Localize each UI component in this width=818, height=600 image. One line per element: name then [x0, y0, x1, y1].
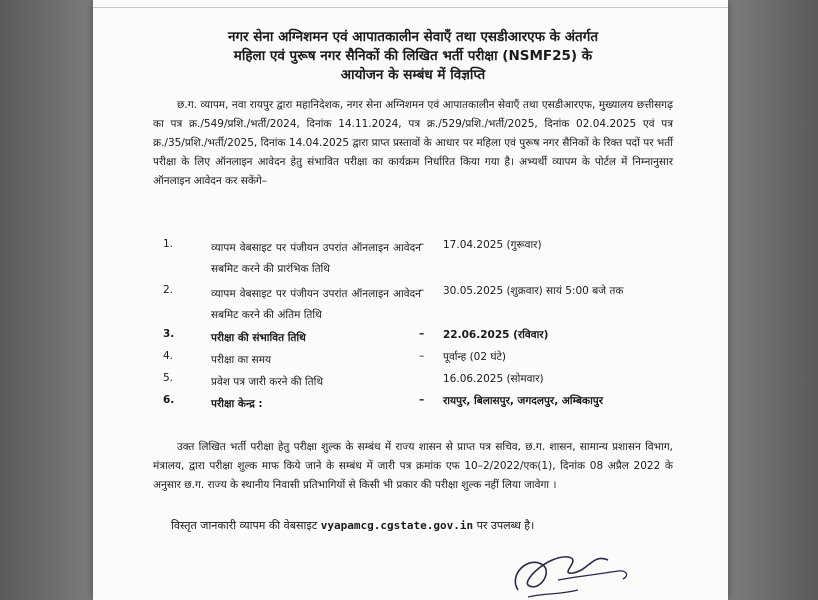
schedule-number: 3. [163, 328, 175, 340]
website-suffix: पर उपलब्ध है। [476, 519, 535, 532]
schedule-number: 6. [163, 394, 175, 406]
signature-image [498, 535, 648, 600]
schedule-number: 4. [163, 350, 174, 362]
notice-heading [133, 28, 693, 85]
heading-line-2: महिला एवं पुरूष नगर सैनिकों की लिखित भर्ती परीक्षा (NSMF25) के [233, 48, 593, 64]
schedule-value: पूर्वान्ह (02 घंटे) [443, 351, 506, 363]
schedule-dash: – [419, 238, 425, 250]
intro-paragraph [153, 96, 673, 191]
fee-paragraph [153, 438, 673, 495]
heading-line-3: आयोजन के सम्बंध में विज्ञप्ति [340, 67, 486, 83]
schedule-label: व्यापम वेबसाइट पर पंजीयन उपरांत ऑनलाइन आवेदन सबमिट करने की प्रारंभिक तिथि [211, 242, 421, 275]
schedule-dash: – [419, 284, 425, 296]
intro-text: छ.ग. व्यापम, नवा रायपुर द्वारा महानिदेशक, नगर सेना अग्निशमन एवं आपातकालीन सेवाएँ तथा एसडीआरएफ, मुख्यालय छत्तीसगढ़ का पत्र क्र./549/प्रशि./भर्ती/2024, दिनांक 14.11.2024, पत्र क्र./529/प्रशि./भर्ती/2025, दिनांक 02.04.2025 एवं पत्र क्र./35/प्रशि./भर्ती/2025, दिनांक 14.04.2025 द्वारा प्राप्त प्रस्तावों के आधार पर महिला एवं पुरूष नगर सैनिकों के रिक्त पदों पर भर्ती परीक्षा के लिए ऑनलाइन आवेदन हेतु संभावित परीक्षा का कार्यक्रम निर्धारित किया गया है। अभ्यर्थी व्यापम के पोर्टल में निम्नानुसार ऑनलाइन आवेदन कर सकेंगे– [153, 99, 673, 187]
website-link[interactable]: vyapamcg.cgstate.gov.in [320, 519, 474, 532]
schedule-label: परीक्षा की संभावित तिथि [211, 332, 306, 344]
cut-top-edge [93, 0, 728, 8]
background-right [728, 0, 818, 600]
schedule-value: 22.06.2025 (रविवार) [443, 329, 549, 341]
background-left [0, 0, 93, 600]
fee-text: उक्त लिखित भर्ती परीक्षा हेतु परीक्षा शुल्क के सम्बंध में राज्य शासन से प्राप्त पत्र सचिव, छ.ग. शासन, सामान्य प्रशासन विभाग, मंत्रालय, द्वारा परीक्षा शुल्क माफ किये जाने के सम्बंध में जारी पत्र क्रमांक एफ 10–2/2022/एक(1), दिनांक 08 अप्रैल 2022 के अनुसार छ.ग. राज्य के स्थानीय निवासी प्रतिभागियों से किसी भी प्रकार की परीक्षा शुल्क नहीं लिया जावेगा । [153, 441, 673, 491]
schedule-value: 16.06.2025 (सोमवार) [443, 373, 544, 385]
schedule-dash: – [419, 394, 425, 406]
website-prefix: विस्तृत जानकारी व्यापम की वेबसाइट [171, 519, 318, 532]
schedule-dash: – [419, 350, 425, 362]
schedule-number: 2. [163, 284, 174, 296]
schedule-dash: – [419, 328, 425, 340]
schedule-label: परीक्षा का समय [211, 354, 272, 366]
schedule-number: 5. [163, 372, 174, 384]
heading-line-1: नगर सेना अग्निशमन एवं आपातकालीन सेवाएँ तथा एसडीआरएफ के अंतर्गत [227, 29, 599, 45]
schedule-label: प्रवेश पत्र जारी करने की तिथि [211, 376, 324, 388]
schedule-label: व्यापम वेबसाइट पर पंजीयन उपरांत ऑनलाइन आवेदन सबमिट करने की अंतिम तिथि [211, 288, 421, 321]
schedule-label: परीक्षा केन्द्र : [211, 398, 263, 410]
schedule-number: 1. [163, 238, 174, 250]
schedule-value: रायपुर, बिलासपुर, जगदलपुर, अम्बिकापुर [443, 395, 604, 407]
notice-document [93, 0, 728, 600]
website-line [171, 518, 534, 533]
schedule-value: 30.05.2025 (शुक्रवार) सायं 5:00 बजे तक [443, 285, 624, 297]
schedule-value: 17.04.2025 (गुरूवार) [443, 239, 542, 251]
